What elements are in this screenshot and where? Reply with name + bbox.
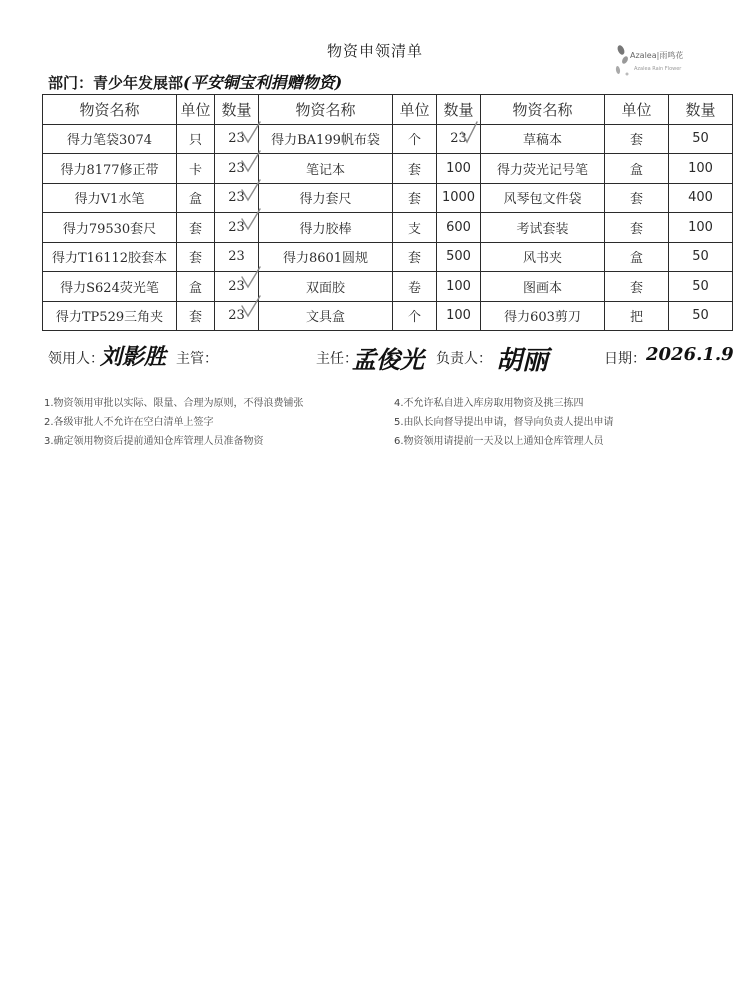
unit-cell: 盒 [177, 183, 215, 213]
item-name-cell: 草稿本 [481, 124, 605, 154]
quantity-cell: 50 [669, 272, 733, 302]
unit-cell: 只 [177, 124, 215, 154]
header-cell: 物资名称 [259, 95, 393, 125]
table-row [43, 154, 733, 184]
item-name-cell: 得力79530套尺 [43, 213, 177, 243]
director-signature: 孟俊光 [352, 345, 424, 374]
logo-name: Azalea|雨鸣花 [630, 51, 684, 60]
unit-cell: 支 [393, 213, 437, 243]
quantity-cell: 1000 [437, 183, 481, 213]
quantity-cell: 23 [215, 242, 259, 272]
quantity-cell: 50 [669, 124, 733, 154]
items-table [42, 94, 733, 331]
table-row [43, 272, 733, 302]
item-name-cell: 笔记本 [259, 154, 393, 184]
header-cell: 数量 [669, 95, 733, 125]
note-item: 2.各级审批人不允许在空白清单上签字 [44, 417, 214, 428]
unit-cell: 盒 [177, 272, 215, 302]
header-cell: 物资名称 [43, 95, 177, 125]
quantity-cell: 100 [437, 301, 481, 331]
header-cell: 物资名称 [481, 95, 605, 125]
header-cell: 单位 [393, 95, 437, 125]
item-name-cell: 得力荧光记号笔 [481, 154, 605, 184]
unit-cell: 卡 [177, 154, 215, 184]
responsible-signature: 胡丽 [496, 346, 549, 376]
item-name-cell: 图画本 [481, 272, 605, 302]
quantity-cell: 23 [215, 272, 259, 302]
header-cell: 单位 [605, 95, 669, 125]
unit-cell: 套 [177, 213, 215, 243]
quantity-cell: 23 [215, 301, 259, 331]
date-label: 日期： [604, 351, 646, 367]
header-cell: 单位 [177, 95, 215, 125]
item-name-cell: 得力胶棒 [259, 213, 393, 243]
unit-cell: 套 [605, 272, 669, 302]
item-name-cell: 双面胶 [259, 272, 393, 302]
item-name-cell: 得力T16112胶套本 [43, 242, 177, 272]
table-row [43, 124, 733, 154]
item-name-cell: 得力V1水笔 [43, 183, 177, 213]
unit-cell: 卷 [393, 272, 437, 302]
director-label: 主任： [316, 351, 358, 367]
unit-cell: 套 [605, 213, 669, 243]
flower-icon [612, 44, 632, 80]
table-row [43, 242, 733, 272]
unit-cell: 套 [393, 154, 437, 184]
item-name-cell: 得力BA199帆布袋 [259, 124, 393, 154]
unit-cell: 个 [393, 124, 437, 154]
unit-cell: 把 [605, 301, 669, 331]
unit-cell: 套 [605, 124, 669, 154]
item-name-cell: 得力套尺 [259, 183, 393, 213]
quantity-cell: 23 [215, 213, 259, 243]
form-title: 物资申领清单 [326, 42, 423, 60]
organization-logo [612, 44, 732, 84]
note-item: 1.物资领用审批以实际、限量、合理为原则，不得浪费铺张 [44, 398, 304, 409]
unit-cell: 套 [177, 242, 215, 272]
quantity-cell: 100 [669, 154, 733, 184]
quantity-cell: 500 [437, 242, 481, 272]
quantity-cell: 100 [437, 272, 481, 302]
supervisor-label: 主管： [176, 351, 218, 367]
quantity-cell: 23 [437, 124, 481, 154]
notes-left [44, 394, 304, 451]
note-item: 4.不允许私自进入库房取用物资及挑三拣四 [394, 398, 584, 409]
unit-cell: 盒 [605, 242, 669, 272]
quantity-cell: 50 [669, 301, 733, 331]
recipient-label: 领用人： [48, 351, 104, 367]
department-handwritten-note: (平安铜宝利捐赠物资) [183, 73, 343, 92]
note-item: 5.由队长向督导提出申请，督导向负责人提出申请 [394, 417, 614, 428]
header-cell: 数量 [437, 95, 481, 125]
unit-cell: 套 [393, 242, 437, 272]
note-item: 6.物资领用请提前一天及以上通知仓库管理人员 [394, 436, 604, 447]
unit-cell: 套 [393, 183, 437, 213]
notes-right [394, 394, 614, 451]
unit-cell: 盒 [605, 154, 669, 184]
unit-cell: 套 [605, 183, 669, 213]
unit-cell: 套 [177, 301, 215, 331]
signature-row [48, 340, 738, 380]
table-row [43, 183, 733, 213]
department-label: 部门： [48, 74, 94, 92]
item-name-cell: 风书夹 [481, 242, 605, 272]
recipient-signature: 刘影胜 [100, 344, 167, 370]
quantity-cell: 50 [669, 242, 733, 272]
item-name-cell: 文具盒 [259, 301, 393, 331]
item-name-cell: 风琴包文件袋 [481, 183, 605, 213]
item-name-cell: 得力603剪刀 [481, 301, 605, 331]
table-row [43, 213, 733, 243]
item-name-cell: 得力TP529三角夹 [43, 301, 177, 331]
table-header-row [43, 95, 733, 125]
item-name-cell: 考试套装 [481, 213, 605, 243]
date-value: 2026.1.9 [646, 344, 734, 365]
item-name-cell: 得力8601圆规 [259, 242, 393, 272]
quantity-cell: 600 [437, 213, 481, 243]
note-item: 3.确定领用物资后提前通知仓库管理人员准备物资 [44, 436, 264, 447]
department-line [48, 70, 342, 93]
header-cell: 数量 [215, 95, 259, 125]
quantity-cell: 100 [669, 213, 733, 243]
quantity-cell: 100 [437, 154, 481, 184]
quantity-cell: 23 [215, 154, 259, 184]
quantity-cell-handwritten: 400 [669, 183, 733, 213]
item-name-cell: 得力笔袋3074 [43, 124, 177, 154]
unit-cell: 个 [393, 301, 437, 331]
quantity-cell: 23 [215, 124, 259, 154]
quantity-cell: 23 [215, 183, 259, 213]
logo-subtitle: Azalea Rain Flower [634, 66, 682, 72]
department-value: 青少年发展部 [93, 74, 184, 92]
table-row [43, 301, 733, 331]
responsible-label: 负责人： [436, 351, 492, 367]
item-name-cell: 得力8177修正带 [43, 154, 177, 184]
item-name-cell: 得力S624荧光笔 [43, 272, 177, 302]
